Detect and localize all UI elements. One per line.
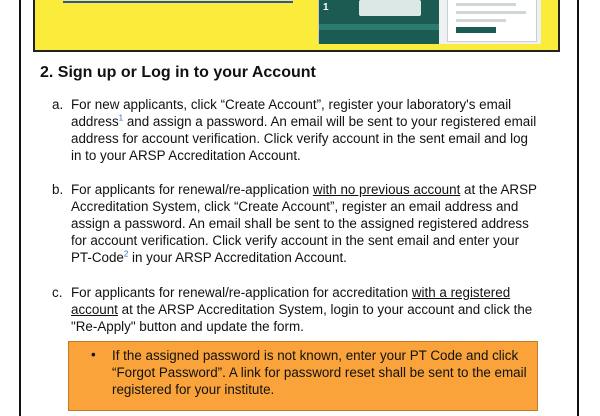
footnote-ref[interactable]: 1 [118,113,124,123]
thumbnail-left-panel [319,0,439,44]
list-item-text: For new applicants, click “Create Account”, register your laboratory's email address$^1$ and assign a password. An email will be sent to your registered email address for account verification. Click verify account in the sent email and log in to your ARSP Accreditation Account. [71,97,537,163]
thumbnail-login-form [447,0,537,42]
list-marker: c. [52,285,63,300]
thumbnail-step-number: 1 [323,2,329,13]
thumbnail-button [456,27,496,33]
thumbnail-line [456,19,506,22]
callout-link-underline[interactable] [63,0,293,3]
thumbnail-strip [319,24,439,30]
section-title: 2. Sign up or Log in to your Account [40,64,316,81]
note-box [68,341,538,411]
list-marker: b. [52,182,64,197]
yellow-callout-box [33,0,560,52]
thumbnail-card [359,0,421,16]
list-item-text: For applicants for renewal/re-application with no previous account at the ARSP Accreditation System, click “Create Account”, register an email address and assign a password. An email shall be sent to the assigned registered address for account verification. Click verify account in the sent email and enter your PT-Code$^2$ in your ARSP Accreditation Account. [71,182,537,265]
list-marker: a. [52,97,64,112]
thumbnail-line [456,11,526,14]
bullet-icon: • [91,347,96,362]
screenshot-thumbnail [318,0,541,44]
underlined-phrase: with a registered account [71,285,511,317]
underlined-phrase: with no previous account [312,182,461,197]
footnote-ref[interactable]: 2 [123,249,129,259]
list-item-text: For applicants for renewal/re-application for accreditation with a registered account at the ARSP Accreditation System, login to your account and click the "Re-Apply" button and update the form. [71,285,533,334]
note-text: If the assigned password is not known, enter your PT Code and click “Forgot Password”. A link for password reset shall be sent to the email registered for your institute. [112,348,527,397]
thumbnail-line [456,3,516,6]
